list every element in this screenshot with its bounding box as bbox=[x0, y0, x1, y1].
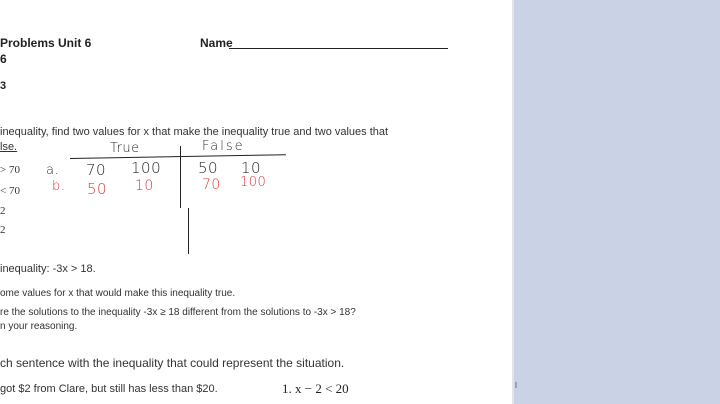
problem-number: 3 bbox=[0, 80, 7, 92]
handwritten-row-b-true-1: 50 bbox=[87, 180, 108, 198]
question2-part-b: re the solutions to the inequality -3x ≥ 18 different from the solutions to -3x > 18? bbox=[0, 307, 356, 318]
question2-part-b-cont: n your reasoning. bbox=[0, 321, 78, 332]
handwritten-row-b-true-2: 10 bbox=[135, 178, 154, 194]
handwritten-row-a-false-2: 10 bbox=[241, 159, 262, 177]
question3-intro: ch sentence with the inequality that could represent the situation. bbox=[0, 356, 345, 370]
worksheet-title: Problems Unit 6 bbox=[0, 36, 92, 50]
worksheet-title-line2: 6 bbox=[0, 52, 7, 66]
handwritten-row-a-true-1: 70 bbox=[86, 161, 107, 179]
inequality-item-d: 2 bbox=[0, 224, 6, 236]
inequality-item-a: > 70 bbox=[0, 164, 20, 176]
question3-item-1: got $2 from Clare, but still has less than $20. bbox=[0, 383, 218, 395]
handwritten-row-b-label: b. bbox=[52, 179, 66, 194]
name-blank-line bbox=[229, 48, 448, 49]
handwritten-row-a-label: a. bbox=[46, 163, 60, 178]
handwritten-row-b-false-1: 70 bbox=[202, 177, 221, 193]
instruction-line-1: inequality, find two values for x that make the inequality true and two values that bbox=[0, 126, 389, 138]
handwritten-row-a-true-2: 100 bbox=[131, 159, 162, 177]
handwritten-header-true: True bbox=[110, 141, 140, 156]
question2-intro: inequality: -3x > 18. bbox=[0, 263, 96, 275]
handwritten-header-false: False bbox=[202, 139, 245, 154]
table-divider-upper bbox=[180, 146, 181, 208]
inequality-item-c: 2 bbox=[0, 205, 6, 217]
question3-option-1: 1. x − 2 < 20 bbox=[282, 381, 349, 396]
scroll-indicator[interactable] bbox=[515, 382, 517, 388]
table-divider-lower bbox=[188, 208, 189, 254]
viewer-background bbox=[514, 0, 720, 404]
instruction-line-2: lse. bbox=[0, 141, 18, 153]
handwritten-row-b-false-2: 100 bbox=[240, 175, 267, 190]
question2-part-a: ome values for x that would make this inequality true. bbox=[0, 288, 236, 299]
name-label: Name bbox=[200, 36, 233, 50]
inequality-item-b: < 70 bbox=[0, 185, 20, 197]
handwritten-row-a-false-1: 50 bbox=[198, 159, 219, 177]
